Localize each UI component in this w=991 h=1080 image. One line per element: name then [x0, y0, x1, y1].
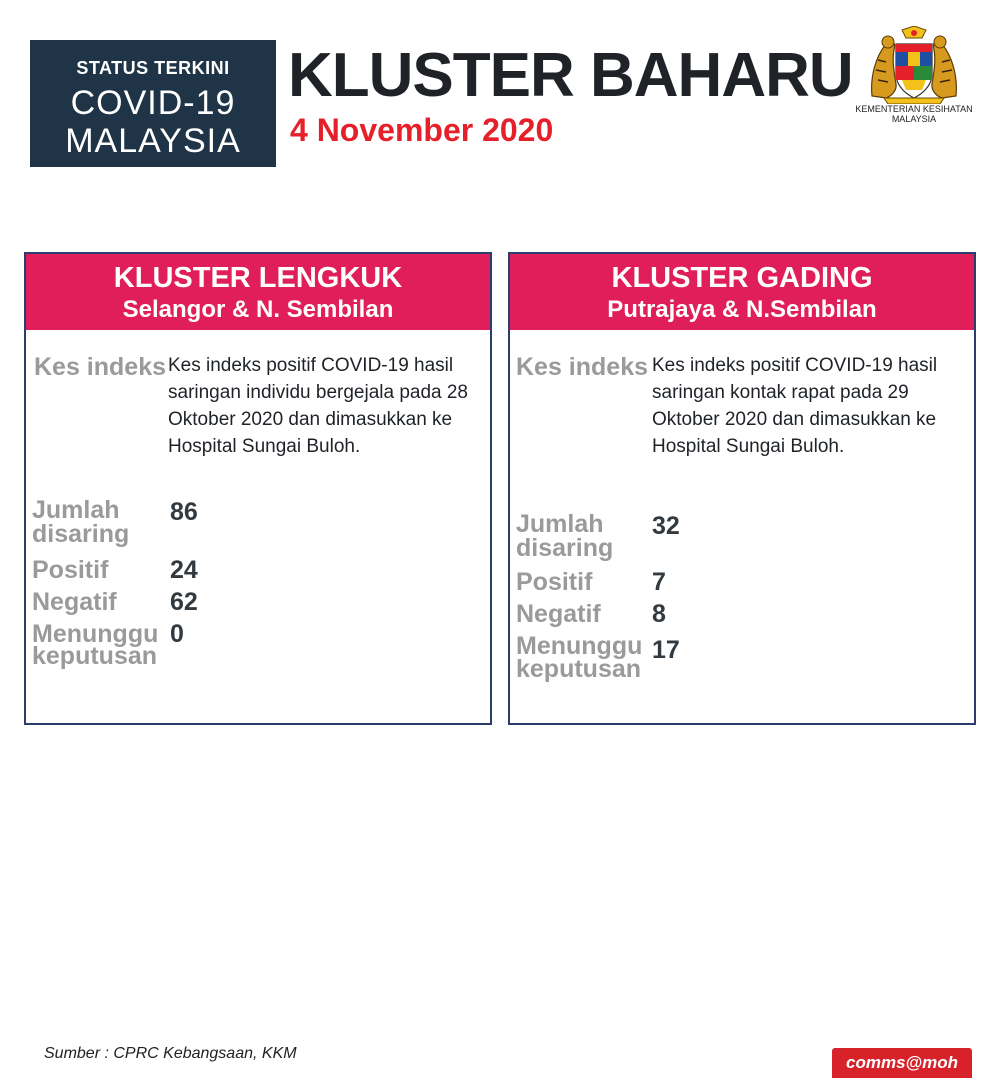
pending-label-line-2: keputusan — [516, 655, 642, 683]
positive-value: 7 — [652, 568, 666, 596]
negative-value: 8 — [652, 600, 666, 628]
pending-value: 17 — [652, 636, 680, 664]
ministry-line-1: KEMENTERIAN KESIHATAN — [855, 104, 973, 114]
page-title: KLUSTER BAHARU — [288, 41, 853, 110]
screened-label-line-2: disaring — [516, 534, 614, 562]
positive-value: 24 — [170, 556, 198, 584]
index-case-description: Kes indeks positif COVID-19 hasil saringan kontak rapat pada 29 Oktober 2020 dan dimasukkan ke Hospital Sungai Buloh. — [652, 355, 938, 457]
positive-label: Positif — [32, 556, 109, 584]
negative-label: Negatif — [516, 600, 601, 628]
cluster-panel-gading — [508, 252, 976, 725]
index-case-label: Kes indeks — [516, 353, 649, 381]
source-note: Sumber : CPRC Kebangsaan, KKM — [44, 1045, 297, 1062]
malaysia-coat-of-arms-icon — [866, 26, 962, 104]
cluster-header — [510, 254, 974, 330]
status-line-1: STATUS TERKINI — [76, 58, 230, 78]
screened-value: 86 — [170, 498, 198, 526]
pending-value: 0 — [170, 620, 184, 648]
index-case-label: Kes indeks — [34, 353, 167, 381]
status-line-2: COVID-19 — [70, 84, 236, 122]
ministry-name — [842, 104, 986, 124]
negative-label: Negatif — [32, 588, 117, 616]
comms-badge: comms@moh — [832, 1048, 972, 1078]
page-date: 4 November 2020 — [290, 112, 554, 148]
cluster-name: KLUSTER GADING — [611, 262, 873, 294]
ministry-line-2: MALAYSIA — [891, 114, 937, 124]
index-case-description: Kes indeks positif COVID-19 hasil saringan individu bergejala pada 28 Oktober 2020 dan dimasukkan ke Hospital Sungai Buloh. — [168, 355, 469, 457]
cluster-name: KLUSTER LENGKUK — [113, 262, 403, 294]
screened-label-line-2: disaring — [32, 520, 130, 548]
screened-label-line-1: Jumlah — [516, 510, 604, 538]
cluster-region: Selangor & N. Sembilan — [122, 296, 394, 323]
status-line-3: MALAYSIA — [65, 122, 241, 160]
pending-label-line-1: Menunggu — [32, 620, 159, 648]
cluster-header — [26, 254, 490, 330]
pending-label-line-1: Menunggu — [516, 632, 643, 660]
status-box — [30, 40, 276, 167]
screened-value: 32 — [652, 512, 680, 540]
positive-label: Positif — [516, 568, 593, 596]
cluster-region: Putrajaya & N.Sembilan — [607, 296, 877, 323]
negative-value: 62 — [170, 588, 198, 616]
cluster-panel-lengkuk — [24, 252, 492, 725]
pending-label-line-2: keputusan — [32, 642, 158, 670]
screened-label-line-1: Jumlah — [32, 496, 120, 524]
